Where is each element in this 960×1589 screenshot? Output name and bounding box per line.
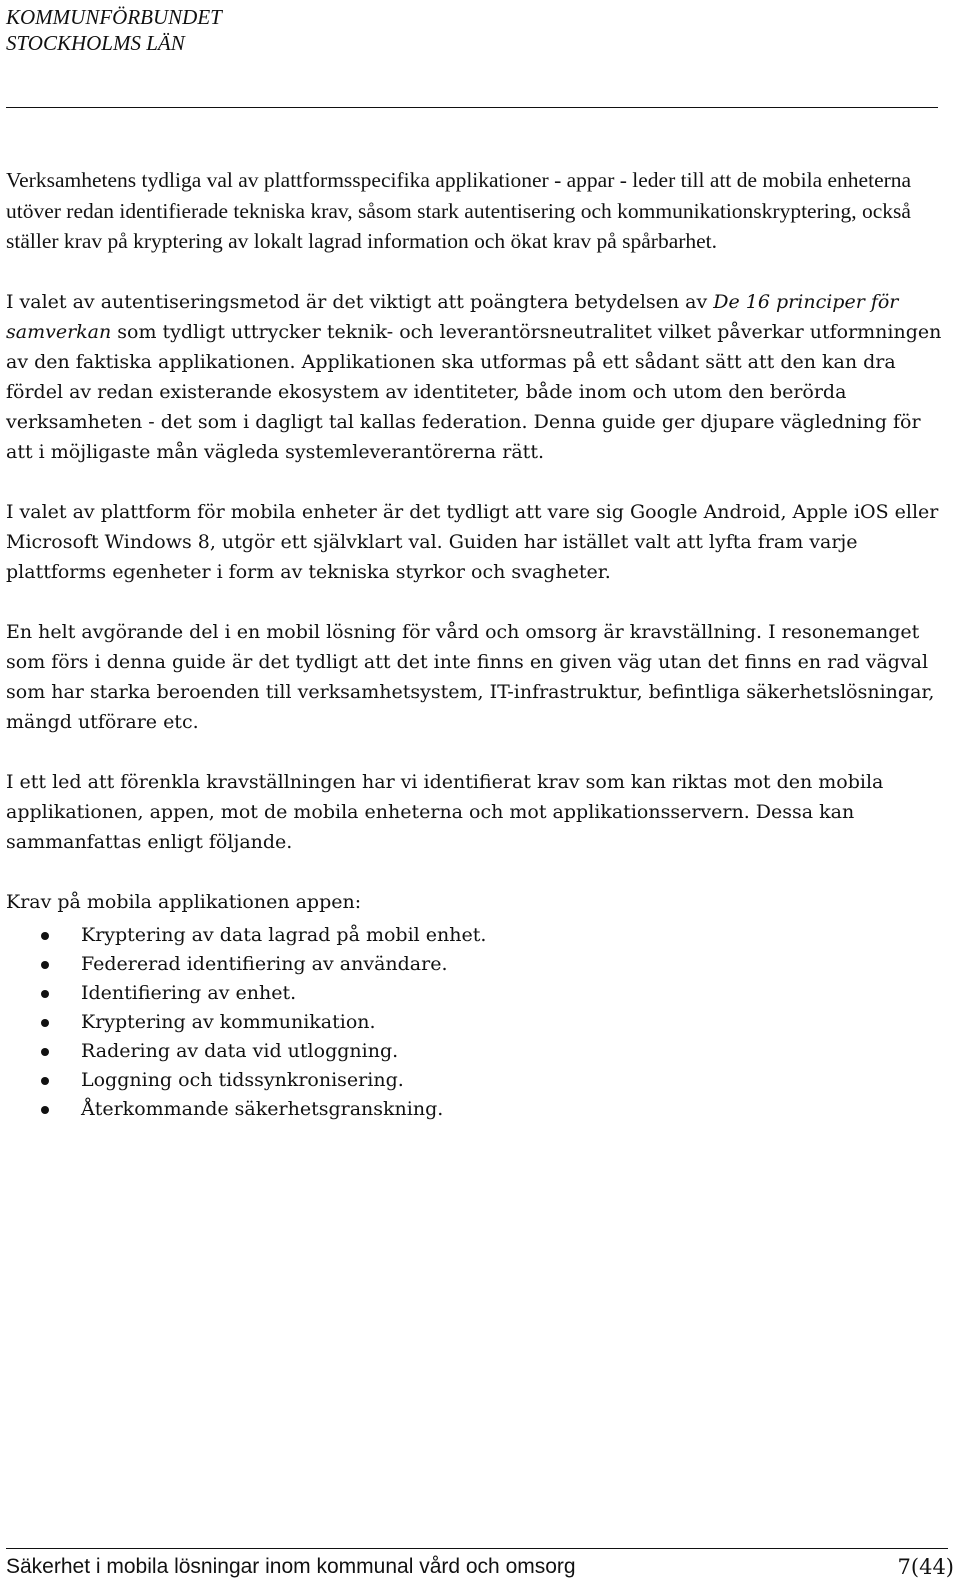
bullet-icon [41, 1077, 49, 1085]
list-item [6, 1066, 946, 1095]
paragraph-intro: Verksamhetens tydliga val av plattformsspecifika applikationer - appar - leder till att de mobila enheterna utöver redan identifierade tekniska krav, såsom stark autentisering och kommunikationskryptering, också ställer krav på kryptering av lokalt lagrad information och ökat krav på spårbarhet. [6, 168, 912, 253]
footer-document-title: Säkerhet i mobila lösningar inom kommunal vård och omsorg [6, 1555, 576, 1578]
list-item [6, 1095, 946, 1124]
requirements-list [6, 921, 946, 1124]
header-org-line2: STOCKHOLMS LÄN [6, 31, 185, 55]
list-item [6, 1037, 946, 1066]
list-item-text: Kryptering av data lagrad på mobil enhet. [81, 923, 487, 946]
list-item [6, 1008, 946, 1037]
bullet-icon [41, 1048, 49, 1056]
requirements-list-label: Krav på mobila applikationen appen: [6, 890, 362, 913]
bullet-icon [41, 990, 49, 998]
list-item-text: Federerad identifiering av användare. [81, 952, 448, 975]
list-item-text: Återkommande säkerhetsgranskning. [81, 1097, 444, 1120]
list-item-text: Kryptering av kommunikation. [81, 1010, 376, 1033]
header-organization [6, 4, 222, 56]
paragraph-platform: I valet av plattform för mobila enheter är det tydligt att vare sig Google Android, Apple iOS eller Microsoft Windows 8, utgör ett självklart val. Guiden har istället valt att lyfta fram varje plattforms egenheter i form av tekniska styrkor och svagheter. [6, 500, 939, 583]
bullet-icon [41, 932, 49, 940]
list-item [6, 979, 946, 1008]
header-org-line1: KOMMUNFÖRBUNDET [6, 5, 222, 29]
list-item [6, 950, 946, 979]
paragraph-authentication-start: I valet av autentiseringsmetod är det viktigt att poängtera betydelsen av [6, 290, 714, 313]
paragraph-simplify: I ett led att förenkla kravställningen har vi identifierat krav som kan riktas mot den mobila applikationen, appen, mot de mobila enheterna och mot applikationsservern. Dessa kan sammanfattas enligt följande. [6, 770, 884, 853]
footer-page-number: 7(44) [897, 1555, 954, 1579]
list-item-text: Loggning och tidssynkronisering. [81, 1068, 404, 1091]
header-divider [6, 107, 938, 108]
list-item-text: Radering av data vid utloggning. [81, 1039, 399, 1062]
footer-divider [6, 1548, 948, 1549]
paragraph-authentication-rest: som tydligt uttrycker teknik- och leverantörsneutralitet vilket påverkar utformningen av den faktiska applikationen. Applikationen ska utformas på ett sådant sätt att den kan dra fördel av redan existerande ekosystem av identiteter, både inom och utom den berörda verksamheten - det som i dagligt tal kallas federation. Denna guide ger djupare vägledning för att i möjligaste mån vägleda systemleverantörerna rätt. [6, 320, 942, 463]
bullet-icon [41, 1019, 49, 1027]
paragraph-authentication [6, 287, 946, 467]
bullet-icon [41, 1106, 49, 1114]
list-item-text: Identifiering av enhet. [81, 981, 297, 1004]
document-body [6, 165, 946, 1124]
bullet-icon [41, 961, 49, 969]
principles-reference: De 16 principer för samverkan [6, 290, 899, 343]
paragraph-requirements: En helt avgörande del i en mobil lösning för vård och omsorg är kravställning. I resonemanget som förs i denna guide är det tydligt att det inte finns en given väg utan det finns en rad vägval som har starka beroenden till verksamhetsystem, IT-infrastruktur, befintliga säkerhetslösningar, mängd utförare etc. [6, 620, 935, 733]
list-item [6, 921, 946, 950]
